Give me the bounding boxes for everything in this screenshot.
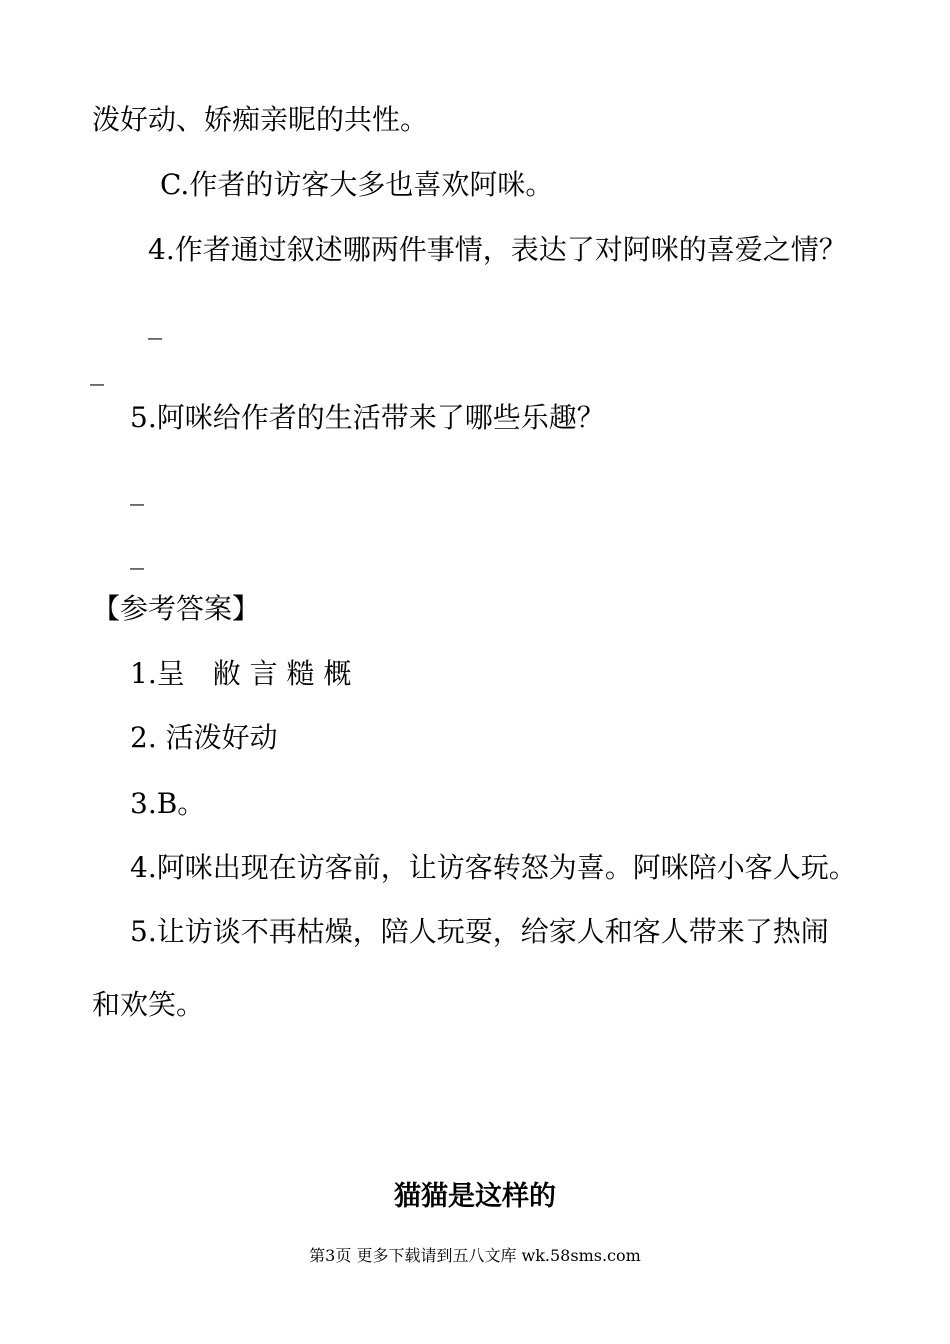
answer-3: 3.B。 bbox=[130, 787, 206, 820]
answer-blank-5a: _ bbox=[130, 473, 144, 506]
question-5: 5.阿咪给作者的生活带来了哪些乐趣？ bbox=[130, 401, 605, 434]
answer-1: 1.呈 敝 言 糙 概 bbox=[130, 657, 352, 690]
answer-4: 4.阿咪出现在访客前，让访客转怒为喜。阿咪陪小客人玩。 bbox=[130, 851, 857, 884]
text-line-continuation: 泼好动、娇痴亲昵的共性。 bbox=[92, 103, 429, 136]
page-footer: 第3页 更多下载请到五八文库 wk.58sms.com bbox=[309, 1246, 641, 1265]
answer-key-heading: 【参考答案】 bbox=[92, 592, 261, 625]
option-c: C.作者的访客大多也喜欢阿咪。 bbox=[160, 168, 554, 201]
question-4: 4.作者通过叙述哪两件事情，表达了对阿咪的喜爱之情？ bbox=[148, 233, 847, 266]
answer-2: 2. 活泼好动 bbox=[130, 721, 278, 754]
answer-5: 5.让访谈不再枯燥，陪人玩耍，给家人和客人带来了热闹 bbox=[130, 915, 829, 948]
answer-blank-4b: _ bbox=[90, 353, 104, 386]
answer-5-continuation: 和欢笑。 bbox=[92, 988, 205, 1021]
answer-blank-5b: _ bbox=[130, 537, 144, 570]
next-section-title: 猫猫是这样的 bbox=[394, 1181, 556, 1212]
answer-blank-4a: _ bbox=[148, 307, 162, 340]
